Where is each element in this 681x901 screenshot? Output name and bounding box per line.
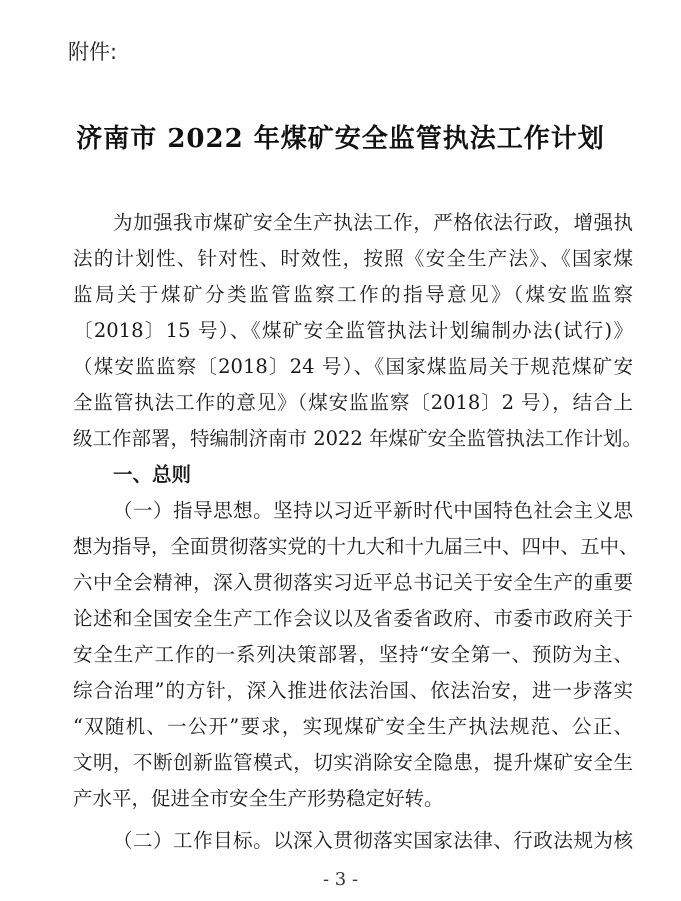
document-body <box>73 205 643 859</box>
paragraph-line: “双随机、一公开”要求，实现煤矿安全生产执法规范、公正、 <box>73 715 633 738</box>
paragraph-line: 为加强我市煤矿安全生产执法工作，严格依法行政，增强执 <box>113 211 633 234</box>
attachment-label: 附件: <box>68 40 118 64</box>
paragraph-line: 安全生产工作的一系列决策部署，坚持“安全第一、预防为主、 <box>73 643 633 666</box>
paragraph-line: 文明，不断创新监管模式，切实消除安全隐患，提升煤矿安全生 <box>73 751 633 774</box>
paragraph-line: 综合治理”的方针，深入推进依法治国、依法治安，进一步落实 <box>73 679 633 702</box>
paragraph-line: （二）工作目标。以深入贯彻落实国家法律、行政法规为核 <box>113 829 633 852</box>
paragraph-line: 法的计划性、针对性、时效性，按照《安全生产法》、《国家煤 <box>73 247 633 270</box>
paragraph-line: 级工作部署，特编制济南市 2022 年煤矿安全监管执法工作计划。 <box>73 427 643 450</box>
paragraph-line: 六中全会精神，深入贯彻落实习近平总书记关于安全生产的重要 <box>73 571 633 594</box>
paragraph-line: 论述和全国安全生产工作会议以及省委省政府、市委市政府关于 <box>73 607 633 630</box>
paragraph-line: 全监管执法工作的意见》（煤安监监察〔2018〕2 号），结合上 <box>73 391 633 414</box>
paragraph-line: （煤安监监察〔2018〕24 号）、《国家煤监局关于规范煤矿安 <box>73 355 633 378</box>
guiding-thought-paragraph <box>73 493 639 817</box>
paragraph-line: 产水平，促进全市安全生产形势稳定好转。 <box>73 787 444 810</box>
page-number: - 3 - <box>322 869 359 890</box>
work-goals-paragraph <box>73 823 633 859</box>
section-heading: 一、总则 <box>113 463 192 486</box>
paragraph-line: 〔2018〕15 号）、《煤矿安全监管执法计划编制办法(试行)》 <box>73 319 633 342</box>
paragraph-line: 监局关于煤矿分类监管监察工作的指导意见》（煤安监监察 <box>73 283 633 306</box>
document-title: 济南市 2022 年煤矿安全监管执法工作计划 <box>76 124 605 154</box>
intro-paragraph <box>73 205 643 457</box>
paragraph-line: 想为指导，全面贯彻落实党的十九大和十九届三中、四中、五中、 <box>73 535 639 558</box>
paragraph-line: （一）指导思想。坚持以习近平新时代中国特色社会主义思 <box>113 499 633 522</box>
